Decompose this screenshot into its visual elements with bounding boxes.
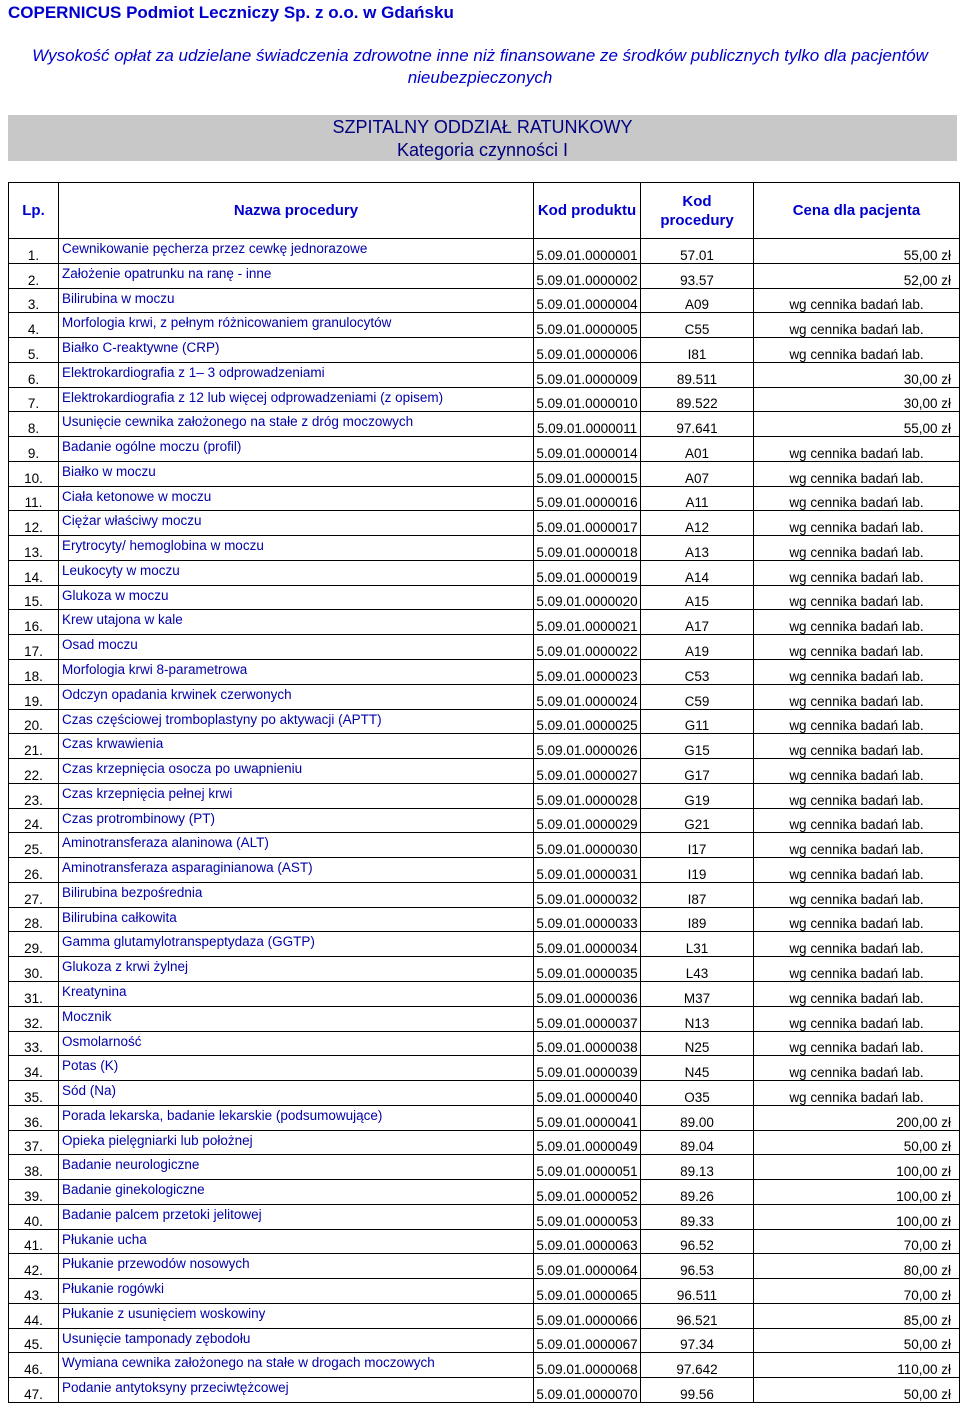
procedure-name: Aminotransferaza alaninowa (ALT) bbox=[59, 833, 534, 858]
product-code: 5.09.01.0000040 bbox=[534, 1081, 641, 1106]
procedure-code: C55 bbox=[641, 313, 754, 338]
column-header-procedure-code-line1: Kod bbox=[682, 192, 712, 210]
procedure-name: Bilirubina w moczu bbox=[59, 288, 534, 313]
patient-price: wg cennika badań lab. bbox=[754, 907, 960, 932]
row-number: 16. bbox=[9, 610, 59, 635]
row-number: 19. bbox=[9, 684, 59, 709]
product-code: 5.09.01.0000033 bbox=[534, 907, 641, 932]
product-code: 5.09.01.0000001 bbox=[534, 239, 641, 264]
table-row bbox=[9, 313, 960, 338]
patient-price: wg cennika badań lab. bbox=[754, 338, 960, 363]
patient-price: wg cennika badań lab. bbox=[754, 957, 960, 982]
table-row bbox=[9, 437, 960, 462]
table-row bbox=[9, 932, 960, 957]
procedure-name: Leukocyty w moczu bbox=[59, 560, 534, 585]
procedure-code: O35 bbox=[641, 1081, 754, 1106]
procedures-table bbox=[8, 238, 960, 1403]
product-code: 5.09.01.0000011 bbox=[534, 412, 641, 437]
patient-price: wg cennika badań lab. bbox=[754, 981, 960, 1006]
procedure-code: A12 bbox=[641, 511, 754, 536]
patient-price: wg cennika badań lab. bbox=[754, 660, 960, 685]
row-number: 24. bbox=[9, 808, 59, 833]
product-code: 5.09.01.0000025 bbox=[534, 709, 641, 734]
procedure-name: Morfologia krwi 8-parametrowa bbox=[59, 660, 534, 685]
procedure-code: 89.511 bbox=[641, 362, 754, 387]
procedure-code: 99.56 bbox=[641, 1378, 754, 1403]
table-row bbox=[9, 957, 960, 982]
column-header-procedure-code bbox=[641, 183, 754, 239]
row-number: 13. bbox=[9, 536, 59, 561]
department-banner bbox=[8, 115, 957, 161]
row-number: 14. bbox=[9, 560, 59, 585]
procedure-code: 96.511 bbox=[641, 1279, 754, 1304]
row-number: 27. bbox=[9, 882, 59, 907]
procedure-code: 89.522 bbox=[641, 387, 754, 412]
product-code: 5.09.01.0000030 bbox=[534, 833, 641, 858]
product-code: 5.09.01.0000009 bbox=[534, 362, 641, 387]
procedure-code: 97.34 bbox=[641, 1328, 754, 1353]
product-code: 5.09.01.0000068 bbox=[534, 1353, 641, 1378]
table-row bbox=[9, 412, 960, 437]
patient-price: wg cennika badań lab. bbox=[754, 1056, 960, 1081]
procedure-code: A11 bbox=[641, 486, 754, 511]
product-code: 5.09.01.0000020 bbox=[534, 585, 641, 610]
table-row bbox=[9, 734, 960, 759]
product-code: 5.09.01.0000066 bbox=[534, 1303, 641, 1328]
procedure-code: L43 bbox=[641, 957, 754, 982]
procedure-name: Glukoza w moczu bbox=[59, 585, 534, 610]
procedure-code: 96.521 bbox=[641, 1303, 754, 1328]
procedure-name: Usunięcie tamponady zębodołu bbox=[59, 1328, 534, 1353]
patient-price: 70,00 zł bbox=[754, 1279, 960, 1304]
procedure-code: C59 bbox=[641, 684, 754, 709]
patient-price: 52,00 zł bbox=[754, 263, 960, 288]
row-number: 44. bbox=[9, 1303, 59, 1328]
row-number: 34. bbox=[9, 1056, 59, 1081]
product-code: 5.09.01.0000052 bbox=[534, 1180, 641, 1205]
procedure-code: I17 bbox=[641, 833, 754, 858]
patient-price: 50,00 zł bbox=[754, 1378, 960, 1403]
table-row bbox=[9, 511, 960, 536]
product-code: 5.09.01.0000010 bbox=[534, 387, 641, 412]
procedure-name: Badanie ogólne moczu (profil) bbox=[59, 437, 534, 462]
procedure-code: 93.57 bbox=[641, 263, 754, 288]
product-code: 5.09.01.0000067 bbox=[534, 1328, 641, 1353]
table-row bbox=[9, 660, 960, 685]
procedure-name: Białko w moczu bbox=[59, 461, 534, 486]
procedure-name: Aminotransferaza asparaginianowa (AST) bbox=[59, 858, 534, 883]
product-code: 5.09.01.0000002 bbox=[534, 263, 641, 288]
procedure-code: G15 bbox=[641, 734, 754, 759]
product-code: 5.09.01.0000037 bbox=[534, 1006, 641, 1031]
product-code: 5.09.01.0000005 bbox=[534, 313, 641, 338]
row-number: 47. bbox=[9, 1378, 59, 1403]
procedure-code: A09 bbox=[641, 288, 754, 313]
table-row bbox=[9, 536, 960, 561]
row-number: 8. bbox=[9, 412, 59, 437]
row-number: 46. bbox=[9, 1353, 59, 1378]
procedure-name: Usunięcie cewnika założonego na stałe z dróg moczowych bbox=[59, 412, 534, 437]
product-code: 5.09.01.0000064 bbox=[534, 1254, 641, 1279]
product-code: 5.09.01.0000041 bbox=[534, 1105, 641, 1130]
table-row bbox=[9, 338, 960, 363]
row-number: 28. bbox=[9, 907, 59, 932]
patient-price: wg cennika badań lab. bbox=[754, 1081, 960, 1106]
procedure-name: Ciężar właściwy moczu bbox=[59, 511, 534, 536]
patient-price: wg cennika badań lab. bbox=[754, 313, 960, 338]
table-row bbox=[9, 981, 960, 1006]
procedure-name: Elektrokardiografia z 12 lub więcej odprowadzeniami (z opisem) bbox=[59, 387, 534, 412]
procedure-name: Osad moczu bbox=[59, 635, 534, 660]
row-number: 29. bbox=[9, 932, 59, 957]
table-row bbox=[9, 486, 960, 511]
product-code: 5.09.01.0000004 bbox=[534, 288, 641, 313]
procedure-name: Gamma glutamylotranspeptydaza (GGTP) bbox=[59, 932, 534, 957]
procedure-name: Czas krwawienia bbox=[59, 734, 534, 759]
patient-price: 30,00 zł bbox=[754, 362, 960, 387]
table-row bbox=[9, 263, 960, 288]
table-row bbox=[9, 1081, 960, 1106]
procedure-name: Osmolarność bbox=[59, 1031, 534, 1056]
column-header-procedure-code-line2: procedury bbox=[660, 211, 734, 229]
table-row bbox=[9, 1155, 960, 1180]
table-row bbox=[9, 882, 960, 907]
procedure-name: Płukanie rogówki bbox=[59, 1279, 534, 1304]
row-number: 4. bbox=[9, 313, 59, 338]
document-subtitle bbox=[0, 45, 960, 89]
product-code: 5.09.01.0000063 bbox=[534, 1229, 641, 1254]
product-code: 5.09.01.0000027 bbox=[534, 759, 641, 784]
procedure-code: A07 bbox=[641, 461, 754, 486]
table-row bbox=[9, 1105, 960, 1130]
product-code: 5.09.01.0000018 bbox=[534, 536, 641, 561]
procedure-code: 89.00 bbox=[641, 1105, 754, 1130]
procedure-name: Elektrokardiografia z 1– 3 odprowadzeniami bbox=[59, 362, 534, 387]
table-row bbox=[9, 759, 960, 784]
product-code: 5.09.01.0000051 bbox=[534, 1155, 641, 1180]
patient-price: wg cennika badań lab. bbox=[754, 288, 960, 313]
row-number: 11. bbox=[9, 486, 59, 511]
procedure-name: Mocznik bbox=[59, 1006, 534, 1031]
patient-price: wg cennika badań lab. bbox=[754, 461, 960, 486]
row-number: 18. bbox=[9, 660, 59, 685]
row-number: 45. bbox=[9, 1328, 59, 1353]
procedure-code: A15 bbox=[641, 585, 754, 610]
product-code: 5.09.01.0000031 bbox=[534, 858, 641, 883]
product-code: 5.09.01.0000029 bbox=[534, 808, 641, 833]
procedure-name: Odczyn opadania krwinek czerwonych bbox=[59, 684, 534, 709]
patient-price: wg cennika badań lab. bbox=[754, 1031, 960, 1056]
procedure-name: Erytrocyty/ hemoglobina w moczu bbox=[59, 536, 534, 561]
row-number: 23. bbox=[9, 783, 59, 808]
row-number: 38. bbox=[9, 1155, 59, 1180]
table-row bbox=[9, 288, 960, 313]
row-number: 5. bbox=[9, 338, 59, 363]
row-number: 40. bbox=[9, 1204, 59, 1229]
row-number: 35. bbox=[9, 1081, 59, 1106]
procedure-code: 97.641 bbox=[641, 412, 754, 437]
procedure-code: 89.13 bbox=[641, 1155, 754, 1180]
table-row bbox=[9, 783, 960, 808]
row-number: 21. bbox=[9, 734, 59, 759]
table-row bbox=[9, 1180, 960, 1205]
table-row bbox=[9, 1204, 960, 1229]
procedure-name: Porada lekarska, badanie lekarskie (podsumowujące) bbox=[59, 1105, 534, 1130]
patient-price: 100,00 zł bbox=[754, 1180, 960, 1205]
table-row bbox=[9, 461, 960, 486]
patient-price: wg cennika badań lab. bbox=[754, 684, 960, 709]
row-number: 17. bbox=[9, 635, 59, 660]
row-number: 41. bbox=[9, 1229, 59, 1254]
table-row bbox=[9, 858, 960, 883]
patient-price: wg cennika badań lab. bbox=[754, 610, 960, 635]
product-code: 5.09.01.0000065 bbox=[534, 1279, 641, 1304]
patient-price: 30,00 zł bbox=[754, 387, 960, 412]
table-row bbox=[9, 1353, 960, 1378]
patient-price: wg cennika badań lab. bbox=[754, 882, 960, 907]
row-number: 12. bbox=[9, 511, 59, 536]
table-row bbox=[9, 610, 960, 635]
patient-price: wg cennika badań lab. bbox=[754, 858, 960, 883]
row-number: 7. bbox=[9, 387, 59, 412]
procedure-name: Cewnikowanie pęcherza przez cewkę jednorazowe bbox=[59, 239, 534, 264]
patient-price: wg cennika badań lab. bbox=[754, 635, 960, 660]
patient-price: 110,00 zł bbox=[754, 1353, 960, 1378]
column-header-name: Nazwa procedury bbox=[59, 183, 534, 239]
row-number: 6. bbox=[9, 362, 59, 387]
procedure-name: Czas częściowej tromboplastyny po aktywacji (APTT) bbox=[59, 709, 534, 734]
procedure-name: Bilirubina całkowita bbox=[59, 907, 534, 932]
product-code: 5.09.01.0000015 bbox=[534, 461, 641, 486]
row-number: 42. bbox=[9, 1254, 59, 1279]
procedure-code: N25 bbox=[641, 1031, 754, 1056]
row-number: 31. bbox=[9, 981, 59, 1006]
procedure-code: I81 bbox=[641, 338, 754, 363]
row-number: 26. bbox=[9, 858, 59, 883]
product-code: 5.09.01.0000016 bbox=[534, 486, 641, 511]
table-header bbox=[8, 182, 960, 239]
procedure-name: Badanie ginekologiczne bbox=[59, 1180, 534, 1205]
patient-price: wg cennika badań lab. bbox=[754, 759, 960, 784]
procedure-code: A14 bbox=[641, 560, 754, 585]
product-code: 5.09.01.0000036 bbox=[534, 981, 641, 1006]
procedure-code: 96.52 bbox=[641, 1229, 754, 1254]
procedure-name: Płukanie z usunięciem woskowiny bbox=[59, 1303, 534, 1328]
product-code: 5.09.01.0000021 bbox=[534, 610, 641, 635]
table-row bbox=[9, 1303, 960, 1328]
procedure-name: Potas (K) bbox=[59, 1056, 534, 1081]
table-row bbox=[9, 560, 960, 585]
procedure-code: G11 bbox=[641, 709, 754, 734]
patient-price: 200,00 zł bbox=[754, 1105, 960, 1130]
product-code: 5.09.01.0000053 bbox=[534, 1204, 641, 1229]
procedure-code: A13 bbox=[641, 536, 754, 561]
row-number: 10. bbox=[9, 461, 59, 486]
procedure-code: C53 bbox=[641, 660, 754, 685]
procedure-code: M37 bbox=[641, 981, 754, 1006]
procedure-name: Sód (Na) bbox=[59, 1081, 534, 1106]
product-code: 5.09.01.0000024 bbox=[534, 684, 641, 709]
row-number: 9. bbox=[9, 437, 59, 462]
row-number: 3. bbox=[9, 288, 59, 313]
product-code: 5.09.01.0000039 bbox=[534, 1056, 641, 1081]
table-row bbox=[9, 808, 960, 833]
table-row bbox=[9, 684, 960, 709]
patient-price: 100,00 zł bbox=[754, 1204, 960, 1229]
procedure-code: I89 bbox=[641, 907, 754, 932]
procedures-table-body bbox=[9, 239, 960, 1403]
patient-price: 70,00 zł bbox=[754, 1229, 960, 1254]
column-header-price: Cena dla pacjenta bbox=[754, 183, 960, 239]
column-header-lp: Lp. bbox=[9, 183, 59, 239]
product-code: 5.09.01.0000028 bbox=[534, 783, 641, 808]
row-number: 36. bbox=[9, 1105, 59, 1130]
procedure-name: Wymiana cewnika założonego na stałe w drogach moczowych bbox=[59, 1353, 534, 1378]
procedure-name: Badanie neurologiczne bbox=[59, 1155, 534, 1180]
patient-price: wg cennika badań lab. bbox=[754, 808, 960, 833]
procedure-name: Krew utajona w kale bbox=[59, 610, 534, 635]
department-name: SZPITALNY ODDZIAŁ RATUNKOWY bbox=[332, 117, 633, 137]
patient-price: 80,00 zł bbox=[754, 1254, 960, 1279]
procedure-code: G21 bbox=[641, 808, 754, 833]
procedure-code: L31 bbox=[641, 932, 754, 957]
procedure-code: A01 bbox=[641, 437, 754, 462]
product-code: 5.09.01.0000006 bbox=[534, 338, 641, 363]
procedure-name: Opieka pielęgniarki lub położnej bbox=[59, 1130, 534, 1155]
row-number: 33. bbox=[9, 1031, 59, 1056]
procedure-name: Kreatynina bbox=[59, 981, 534, 1006]
procedure-name: Czas krzepnięcia pełnej krwi bbox=[59, 783, 534, 808]
table-row bbox=[9, 239, 960, 264]
patient-price: wg cennika badań lab. bbox=[754, 536, 960, 561]
table-row bbox=[9, 1328, 960, 1353]
procedure-name: Założenie opatrunku na ranę - inne bbox=[59, 263, 534, 288]
procedure-code: 89.26 bbox=[641, 1180, 754, 1205]
table-row bbox=[9, 635, 960, 660]
product-code: 5.09.01.0000017 bbox=[534, 511, 641, 536]
procedure-code: G19 bbox=[641, 783, 754, 808]
row-number: 32. bbox=[9, 1006, 59, 1031]
product-code: 5.09.01.0000070 bbox=[534, 1378, 641, 1403]
column-header-product-code: Kod produktu bbox=[534, 183, 641, 239]
patient-price: 55,00 zł bbox=[754, 239, 960, 264]
patient-price: wg cennika badań lab. bbox=[754, 560, 960, 585]
row-number: 15. bbox=[9, 585, 59, 610]
row-number: 1. bbox=[9, 239, 59, 264]
procedure-code: N13 bbox=[641, 1006, 754, 1031]
product-code: 5.09.01.0000038 bbox=[534, 1031, 641, 1056]
procedure-name: Bilirubina bezpośrednia bbox=[59, 882, 534, 907]
row-number: 43. bbox=[9, 1279, 59, 1304]
row-number: 2. bbox=[9, 263, 59, 288]
product-code: 5.09.01.0000049 bbox=[534, 1130, 641, 1155]
patient-price: wg cennika badań lab. bbox=[754, 585, 960, 610]
patient-price: 100,00 zł bbox=[754, 1155, 960, 1180]
patient-price: wg cennika badań lab. bbox=[754, 709, 960, 734]
patient-price: wg cennika badań lab. bbox=[754, 486, 960, 511]
patient-price: 55,00 zł bbox=[754, 412, 960, 437]
product-code: 5.09.01.0000019 bbox=[534, 560, 641, 585]
procedure-name: Glukoza z krwi żylnej bbox=[59, 957, 534, 982]
patient-price: 85,00 zł bbox=[754, 1303, 960, 1328]
procedure-code: 89.04 bbox=[641, 1130, 754, 1155]
row-number: 39. bbox=[9, 1180, 59, 1205]
procedure-code: G17 bbox=[641, 759, 754, 784]
procedure-name: Płukanie przewodów nosowych bbox=[59, 1254, 534, 1279]
procedure-name: Czas krzepnięcia osocza po uwapnieniu bbox=[59, 759, 534, 784]
row-number: 22. bbox=[9, 759, 59, 784]
row-number: 25. bbox=[9, 833, 59, 858]
procedure-name: Badanie palcem przetoki jelitowej bbox=[59, 1204, 534, 1229]
table-row bbox=[9, 1279, 960, 1304]
patient-price: wg cennika badań lab. bbox=[754, 932, 960, 957]
procedure-code: A17 bbox=[641, 610, 754, 635]
procedure-name: Morfologia krwi, z pełnym różnicowaniem granulocytów bbox=[59, 313, 534, 338]
procedure-code: 97.642 bbox=[641, 1353, 754, 1378]
product-code: 5.09.01.0000032 bbox=[534, 882, 641, 907]
table-row bbox=[9, 1229, 960, 1254]
procedure-name: Podanie antytoksyny przeciwtężcowej bbox=[59, 1378, 534, 1403]
table-row bbox=[9, 585, 960, 610]
organization-title: COPERNICUS Podmiot Leczniczy Sp. z o.o. w Gdańsku bbox=[8, 3, 454, 22]
table-row bbox=[9, 1056, 960, 1081]
patient-price: wg cennika badań lab. bbox=[754, 437, 960, 462]
row-number: 20. bbox=[9, 709, 59, 734]
table-row bbox=[9, 1006, 960, 1031]
procedure-code: 89.33 bbox=[641, 1204, 754, 1229]
table-row bbox=[9, 833, 960, 858]
product-code: 5.09.01.0000014 bbox=[534, 437, 641, 462]
procedure-code: I19 bbox=[641, 858, 754, 883]
procedure-code: N45 bbox=[641, 1056, 754, 1081]
table-row bbox=[9, 907, 960, 932]
procedure-name: Białko C-reaktywne (CRP) bbox=[59, 338, 534, 363]
patient-price: 50,00 zł bbox=[754, 1130, 960, 1155]
procedure-code: A19 bbox=[641, 635, 754, 660]
table-row bbox=[9, 709, 960, 734]
patient-price: wg cennika badań lab. bbox=[754, 734, 960, 759]
table-row bbox=[9, 1378, 960, 1403]
procedure-name: Czas protrombinowy (PT) bbox=[59, 808, 534, 833]
table-row bbox=[9, 387, 960, 412]
patient-price: wg cennika badań lab. bbox=[754, 511, 960, 536]
product-code: 5.09.01.0000026 bbox=[534, 734, 641, 759]
product-code: 5.09.01.0000022 bbox=[534, 635, 641, 660]
subtitle-line-2: nieubezpieczonych bbox=[407, 68, 553, 87]
product-code: 5.09.01.0000034 bbox=[534, 932, 641, 957]
row-number: 30. bbox=[9, 957, 59, 982]
procedure-code: I87 bbox=[641, 882, 754, 907]
procedure-code: 96.53 bbox=[641, 1254, 754, 1279]
procedure-name: Ciała ketonowe w moczu bbox=[59, 486, 534, 511]
table-row bbox=[9, 1031, 960, 1056]
row-number: 37. bbox=[9, 1130, 59, 1155]
patient-price: 50,00 zł bbox=[754, 1328, 960, 1353]
procedure-name: Płukanie ucha bbox=[59, 1229, 534, 1254]
patient-price: wg cennika badań lab. bbox=[754, 833, 960, 858]
table-row bbox=[9, 1254, 960, 1279]
product-code: 5.09.01.0000023 bbox=[534, 660, 641, 685]
product-code: 5.09.01.0000035 bbox=[534, 957, 641, 982]
table-row bbox=[9, 362, 960, 387]
subtitle-line-1: Wysokość opłat za udzielane świadczenia zdrowotne inne niż finansowane ze środków publicznych tylko dla pacjentów bbox=[32, 46, 928, 65]
patient-price: wg cennika badań lab. bbox=[754, 783, 960, 808]
patient-price: wg cennika badań lab. bbox=[754, 1006, 960, 1031]
table-row bbox=[9, 1130, 960, 1155]
procedure-code: 57.01 bbox=[641, 239, 754, 264]
activity-category: Kategoria czynności I bbox=[396, 140, 569, 160]
